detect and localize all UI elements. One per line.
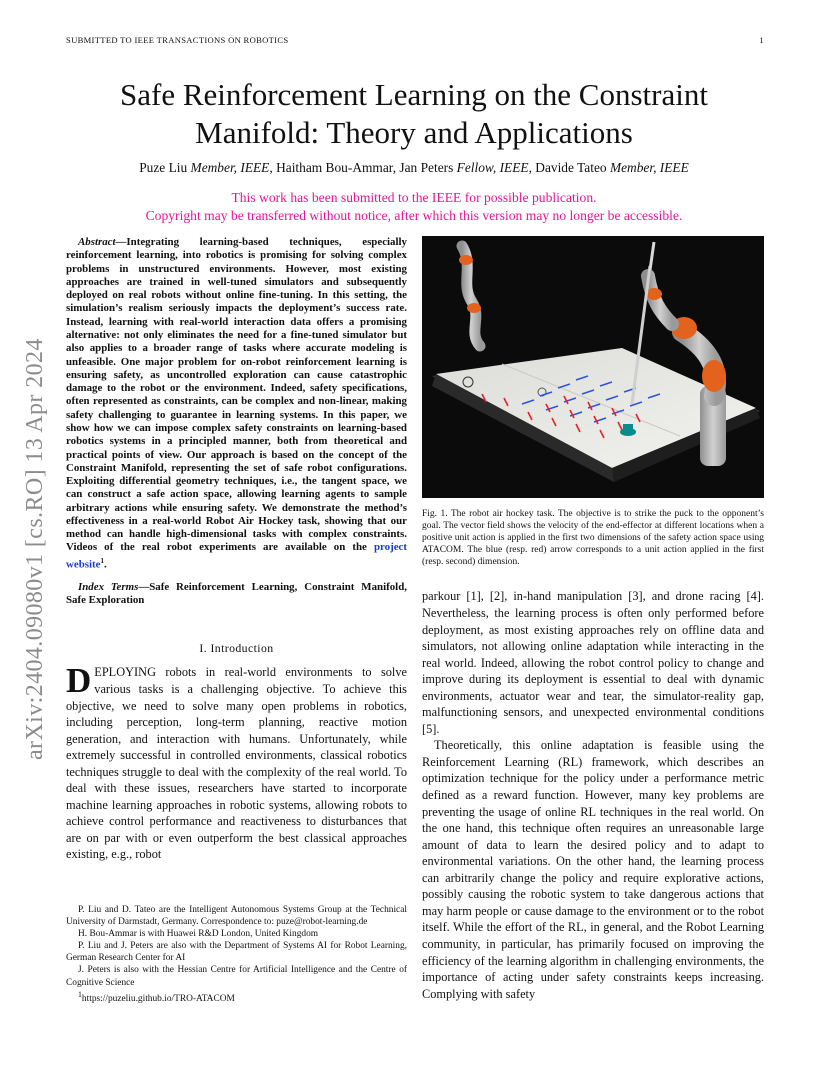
- index-terms-lead: Index Terms: [78, 580, 139, 593]
- index-terms: [66, 581, 407, 608]
- abstract-end: .: [103, 558, 107, 571]
- dropcap: D: [66, 661, 92, 701]
- footnote-url-mark: 1: [78, 989, 82, 999]
- footnote-affiliation-3: P. Liu and J. Peters are also with the Department of Systems AI for Robot Learning, German Research Center for AI: [66, 941, 407, 964]
- index-terms-body: —Safe Reinforcement Learning, Constraint Manifold, Safe Exploration: [66, 580, 407, 607]
- author-name: Puze Liu: [139, 160, 188, 175]
- intro-left-body: robots in real-world environments to solve various tasks is a challenging objective. To achieve this objective, we need to solve many open problems in robotics, including perception, long-term planning, reactive motion generation, and interaction with humans. Unfortunately, while extremely successful in controlled environments, classical robotics techniques struggle to deal with the complexity of the real world. To deal with these issues, researchers have started to incorporate machine learning approaches in robotic systems, allowing robots to achieve control performance and reactiveness to disturbances that are on par with or even outperform the best classical approaches existing, e.g., robot: [66, 665, 407, 862]
- intro-paragraph-3: Theoretically, this online adaptation is feasible using the Reinforcement Learning (RL) framework, which describes an optimization technique for the policy under a performance metric defined as a reward function. However, many key problems are preventing the usage of online RL techniques in the real world. On the one hand, this technique often requires an unreasonable large amount of data to learn the desired policy and to adapt to environmental variations. On the other hand, the learning process can arbitrarily change the policy and require explorative actions, possibly causing the robotic system to take dangerous actions that may harm people or cause damage to the environment or to the robot itself. While the effort of the RL, in general, and the Robot Learning community, in particular, has primarily focused on improving the efficiency of the learning algorithm in challenging environments, the importance of acting under safety constraints keeps increasing. Complying with safety: [422, 738, 764, 1001]
- author-role: Member, IEEE: [187, 160, 270, 175]
- left-column: [66, 236, 407, 863]
- footnotes: [66, 904, 407, 1005]
- author-name: Haitham Bou-Ammar: [276, 160, 393, 175]
- running-title: SUBMITTED TO IEEE TRANSACTIONS ON ROBOTICS: [66, 35, 289, 45]
- arxiv-stamp: arXiv:2404.09080v1 [cs.RO] 13 Apr 2024: [22, 338, 48, 760]
- footnote-url-link[interactable]: https://puzeliu.github.io/TRO-ATACOM: [81, 993, 235, 1004]
- author-role: Member, IEEE: [606, 160, 689, 175]
- footnote-affiliation-1: P. Liu and D. Tateo are the Intelligent Autonomous Systems Group at the Technical University of Darmstadt, Germany. Correspondence to: puze@robot-learning.de: [66, 905, 407, 928]
- footnote-affiliation-4: J. Peters is also with the Hessian Centre for Artificial Intelligence and the Centre of Cognitive Science: [66, 965, 407, 988]
- right-column: [422, 236, 764, 1002]
- page-number: 1: [759, 35, 764, 45]
- abstract-footnote-mark: 1: [100, 556, 104, 565]
- author-role: Fellow, IEEE: [453, 160, 529, 175]
- abstract-lead: Abstract: [78, 236, 116, 248]
- notice-line-1: This work has been submitted to the IEEE for possible publication.: [231, 190, 597, 205]
- figure-1-photo: [422, 236, 764, 498]
- running-header: [66, 35, 764, 45]
- air-hockey-robot-image: [422, 236, 764, 498]
- section-heading-introduction: I. Introduction: [199, 641, 274, 656]
- project-website-link[interactable]: project website: [66, 541, 407, 571]
- intro-paragraph-1: [66, 661, 407, 863]
- author-name: Jan Peters: [399, 160, 454, 175]
- intro-first-word: EPLOYING: [94, 665, 156, 680]
- author-list: Puze Liu Member, IEEE, Haitham Bou-Ammar, Jan Peters Fellow, IEEE, Davide Tateo Member, IEEE: [139, 160, 689, 175]
- submission-notice: [60, 189, 768, 225]
- author-name: Davide Tateo: [535, 160, 607, 175]
- abstract: [66, 236, 407, 572]
- paper-title: Safe Reinforcement Learning on the Constraint Manifold: Theory and Applications: [120, 77, 708, 150]
- figure-1-caption: Fig. 1. The robot air hockey task. The objective is to strike the puck to the opponent’s goal. The vector field shows the velocity of the end-effector at different locations when a positive unit action is applied in the first two dimensions of the safety action space using ATACOM. The blue (resp. red) arrow corresponds to a unit action applied in the first (resp. second) dimension.: [422, 509, 764, 568]
- footnote-url: [66, 989, 407, 1005]
- abstract-body: —Integrating learning-based techniques, especially reinforcement learning, into robotics is promising for solving complex problems in unstructured environments. However, most existing approaches are trained in well-tuned simulators and subsequently deployed on real robots without online fine-tuning. In this setting, the simulation’s realism seriously impacts the deployment’s success rate. Instead, learning with real-world interaction data offers a promising alternative: not only eliminates the need for a fine-tuned simulator but also applies to a broader range of tasks where accurate modeling is unfeasible. One major problem for on-robot reinforcement learning is ensuring safety, as uncontrolled exploration can cause catastrophic damage to the robot or the environment. Indeed, safety specifications, often represented as constraints, can be complex and non-linear, making safety challenging to guarantee in learning systems. In this paper, we show how we can impose complex safety constraints on learning-based robotics systems in a principled manner, both from theoretical and practical points of view. Our approach is based on the concept of the Constraint Manifold, representing the set of safe robot configurations. Exploiting differential geometry techniques, i.e., the tangent space, we can construct a safe action space, allowing learning agents to sample arbitrary actions while ensuring safety. We demonstrate the method’s effectiveness in a real-world Robot Air Hockey task, showing that our method can handle high-dimensional tasks with complex constraints. Videos of the real robot experiments are available on the: [66, 236, 407, 554]
- right-column-text: [422, 588, 764, 1002]
- notice-line-2: Copyright may be transferred without notice, after which this version may no longer be accessible.: [145, 208, 683, 223]
- footnote-affiliation-2: H. Bou-Ammar is with Huawei R&D London, United Kingdom: [78, 929, 319, 940]
- intro-paragraph-2: parkour [1], [2], in-hand manipulation [3], and drone racing [4]. Nevertheless, the learning process is often only performed before deployment, as most existing approaches rely on offline data and simulators, not allowing online adaptation while interacting in the real world. Indeed, allowing the robot control policy to change and improve during its deployment is essential to deal with dynamic environments, actuator wear and tear, the simulator-reality gap, malfunctioning sensors, and unexpected environmental conditions [5].: [422, 589, 764, 736]
